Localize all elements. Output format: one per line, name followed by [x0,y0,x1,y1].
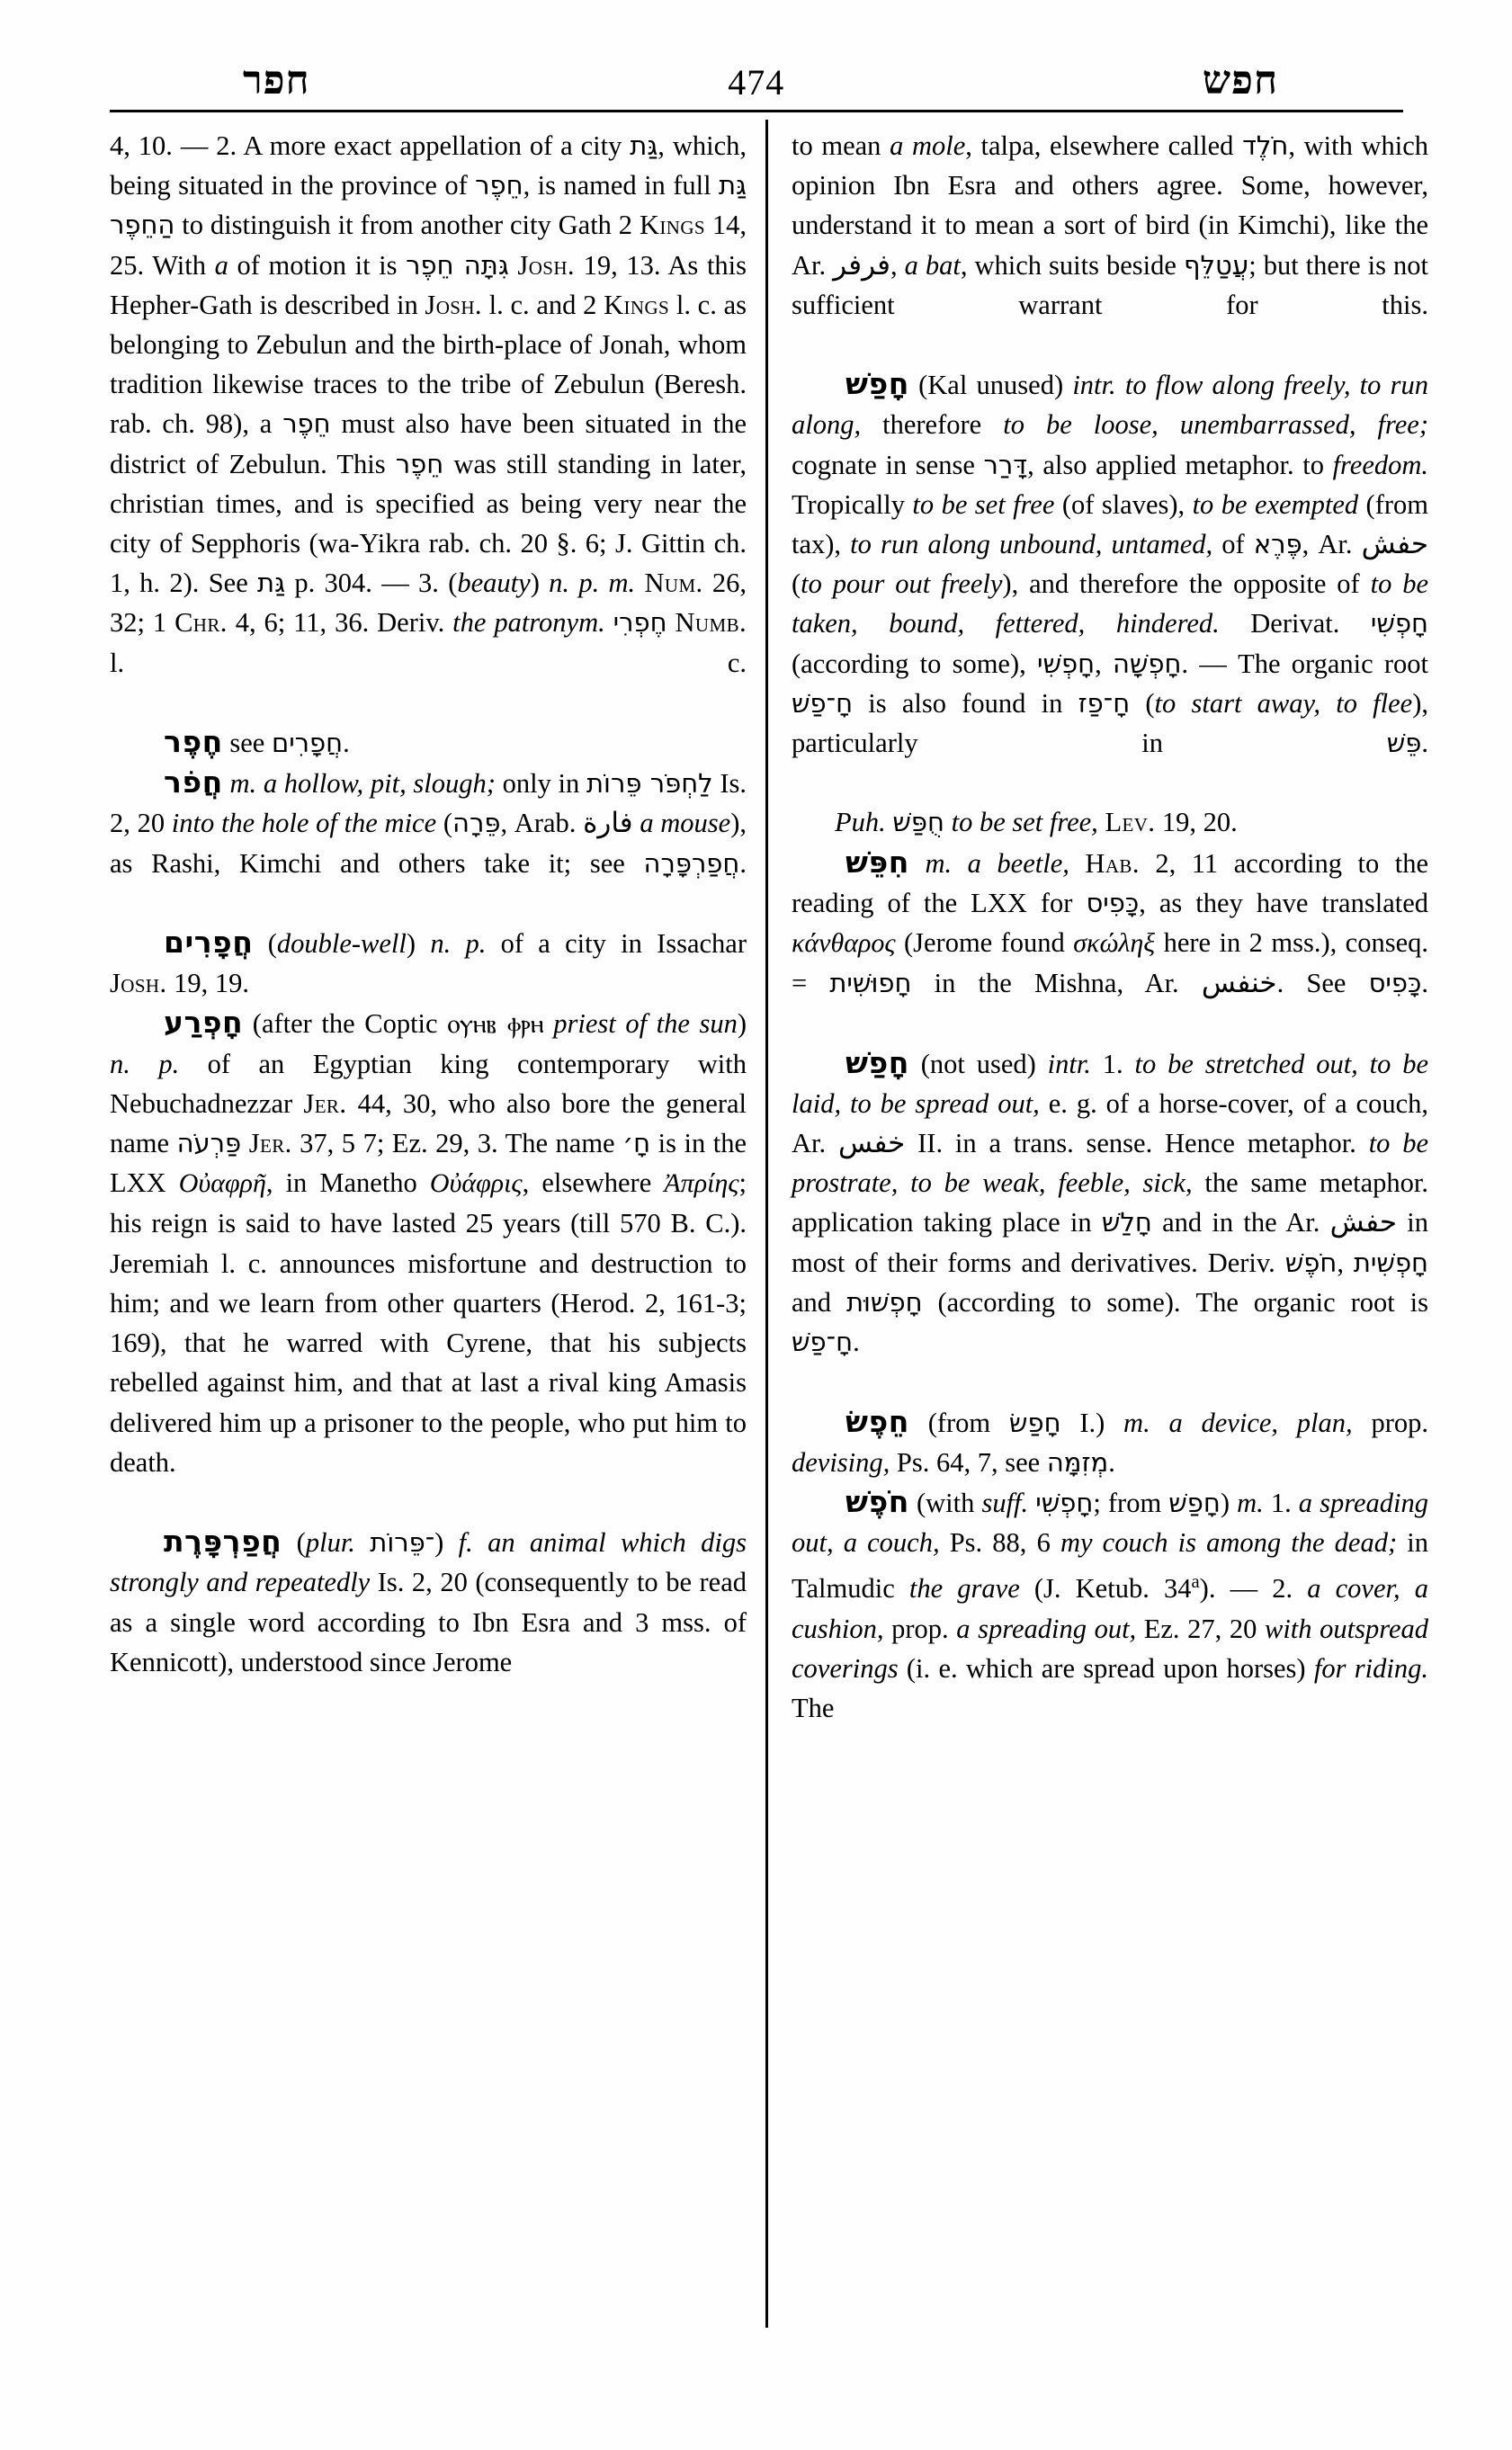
entry-headword: חֲפָרִים [164,925,254,961]
entry-headword: חֲפַרְפָּרֶת [164,1524,282,1560]
dictionary-entry: חָפְרַע (after the Coptic ⲟⲩⲏⲃ ⲫⲣⲏ priest of the sun) n. p. of an Egyptian king contemporary with Nebuchadnezzar Jer. 44, 30, who also bore the general name פַּרְעֹה Jer. 37, 5 7; Ez. 29, 3. The name חָ׳ is in the LXX Οὐαφρῆ, in Manetho Οὐάφρις, elsewhere Ἀπρίης; his reign is said to have lasted 25 years (till 570 B. C.). Jeremiah l. c. announces misfortune and destruction to him; and we learn from other quarters (Herod. 2, 161-3; 169), that he warred with Cyrene, that his subjects rebelled against him, and that at last a rival king Amasis delivered him up a prisoner to the people, who put him to death. [110,1005,747,1478]
paragraph-conjugation: Puh. חֻפַּשׁ to be set free, Lev. 19, 20. [835,807,1238,838]
running-head [108,38,1404,101]
dictionary-entry: חֲפֹר m. a hollow, pit, slough; only in לַחְפֹּר פֵּרוֹת Is. 2, 20 into the hole of the mice (פֵּרָה, Arab. فارة a mouse), as Rashi, Kimchi and others take it; see חֲפַרְפָּרָה. [110,765,747,879]
dictionary-entry: חֶפֶר see חֲפָרִים. [164,724,350,760]
entry-headword: חֵפֶשׂ [845,1403,909,1439]
paragraph-continuation: 4, 10. — 2. A more exact appellation of a city גַּת, which, being situated in the province of חֵפֶר, is named in full גַּת הַחֵפֶר to distinguish it from another city Gath 2 Kings 14, 25. With a of motion it is גִּתָּה חֵפֶר Josh. 19, 13. As this Hepher-Gath is described in Josh. l. c. and 2 Kings l. c. as belonging to Zebulun and the birth-place of Jonah, whom tradition likewise traces to the tribe of Zebulun (Beresh. rab. ch. 98), a חֵפֶר must also have been situated in the district of Zebulun. This חֵפֶר was still standing in later, christian times, and is specified as being very near the city of Sepphoris (wa-Yikra rab. ch. 20 §. 6; J. Gittin ch. 1, h. 2). See גַּת p. 304. — 3. (beauty) n. p. m. Num. 26, 32; 1 Chr. 4, 6; 11, 36. Deriv. the patronym. חֶפְרִי Numb. l. c. [110,130,747,678]
header-rule [110,110,1403,112]
running-head-right-hebrew: חפש [1202,58,1278,103]
paragraph-continuation: to mean a mole, talpa, elsewhere called חֹלֶד, with which opinion Ibn Esra and others agree. Some, however, understand it to mean a sort of bird (in Kimchi), like the Ar. فرفر, a bat, which suits beside עֲטַלֵּף; but there is not sufficient warrant for this. [792,130,1429,320]
entry-headword: חֹפֶשׁ [845,1483,909,1519]
dictionary-entry: חֵפֶשׂ (from חָפַשׂ I.) m. a device, plan, prop. devising, Ps. 64, 7, see מְזִמָּה. [792,1403,1428,1478]
dictionary-entry: חֲפָרִים (double-well) n. p. of a city in Issachar Josh. 19, 19. [110,925,747,999]
column-divider-rule [765,120,768,2328]
dictionary-entry: חֲפַרְפָּרֶת (plur. ־פֵּרוֹת) f. an animal which digs strongly and repeatedly Is. 2, 20 (consequently to be read as a single word according to Ibn Esra and 3 mss. of Kennicott), understood since Jerome [110,1524,747,1677]
entry-headword: חִפֵּשׁ [845,844,909,880]
column-right [792,126,1428,1728]
dictionary-entry: חִפֵּשׁ m. a beetle, Hab. 2, 11 according to the reading of the LXX for כָּפִיס, as they have translated κάνθαρος (Jerome found σκώληξ here in 2 mss.), conseq. = חָפוּשִׁית in the Mishna, Ar. خنفس. See כָּפִיס. [792,844,1429,1000]
running-head-left-hebrew: חפר [243,58,310,103]
entry-headword: חֲפֹר [164,765,223,800]
entry-headword: חָפַשׁ [845,366,909,402]
dictionary-entry: חֹפֶשׁ (with suff. חָפְשִׁי; from חָפַשׁ) m. 1. a spreading out, a couch, Ps. 88, 6 my couch is among the dead; in Talmudic the grave (J. Ketub. 34$^a$). — 2. a cover, a cushion, prop. a spreading out, Ez. 27, 20 with outspread coverings (i. e. which are spread upon horses) for riding. The [792,1483,1428,1724]
dictionary-entry: חָפַשׁ (Kal unused) intr. to flow along freely, to run along, therefore to be loose, unembarrassed, free; cognate in sense דָּרַר, also applied metaphor. to freedom. Tropically to be set free (of slaves), to be exempted (from tax), to run along unbound, untamed, of פֶּרֶא, Ar. حفش (to pour out freely), and therefore the opposite of to be taken, bound, fettered, hindered. Derivat. חָפְשִׁי (according to some), חָפְשִׁי, חָפְשָׁה. — The organic root חָ־פַשׁ is also found in חָ־פַז (to start away, to flee), particularly in פֵּשׁ. [792,366,1429,759]
page-number: 474 [728,62,785,103]
entry-headword: חֶפֶר [164,724,223,760]
column-left [110,126,747,1682]
entry-headword: חָפַשׁ [845,1044,909,1080]
entry-headword: חָפְרַע [164,1005,244,1041]
dictionary-entry: חָפַשׁ (not used) intr. 1. to be stretched out, to be laid, to be spread out, e. g. of a horse-cover, of a couch, Ar. خفس II. in a trans. sense. Hence metaphor. to be prostrate, to be weak, feeble, sick, the same metaphor. application taking place in חָלַשׁ and in the Ar. حفش in most of their forms and derivatives. Deriv. חֹפֶשׁ, חָפְשִׁית and חָפְשׁוּת (according to some). The organic root is חָ־פַשׁ. [792,1044,1429,1358]
